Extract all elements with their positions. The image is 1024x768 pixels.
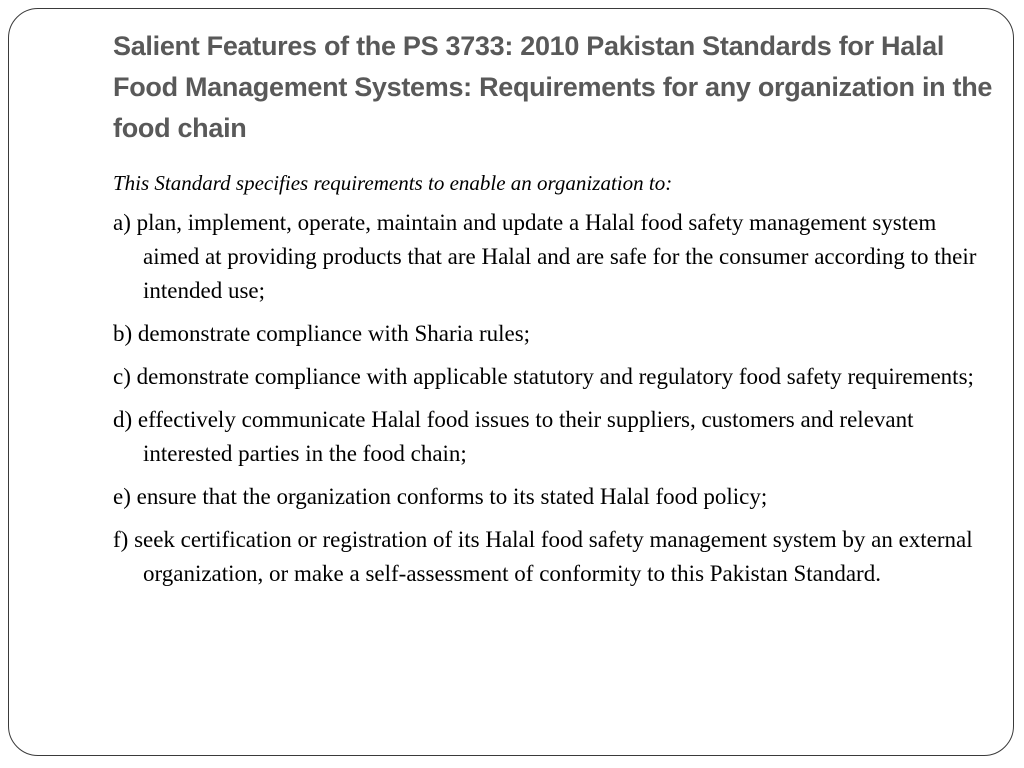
slide-title: Salient Features of the PS 3733: 2010 Pakistan Standards for Halal Food Management Systems: Requirements for any organization in the food chain — [113, 31, 993, 143]
list-item-c: c) demonstrate compliance with applicable statutory and regulatory food safety requirements; — [113, 364, 974, 389]
slide-body — [113, 166, 983, 600]
list-item-d: d) effectively communicate Halal food issues to their suppliers, customers and relevant interested parties in the food chain; — [113, 407, 914, 466]
list-item-e: e) ensure that the organization conforms to its stated Halal food policy; — [113, 484, 768, 509]
list-item-f: f) seek certification or registration of its Halal food safety management system by an external organization, or make a self-assessment of conformity to this Pakistan Standard. — [113, 527, 973, 586]
list-item-a: a) plan, implement, operate, maintain and update a Halal food safety management system aimed at providing products that are Halal and are safe for the consumer according to their intended use; — [113, 210, 977, 303]
list-item-b: b) demonstrate compliance with Sharia rules; — [113, 321, 531, 346]
intro-text: This Standard specifies requirements to enable an organization to: — [113, 171, 673, 195]
